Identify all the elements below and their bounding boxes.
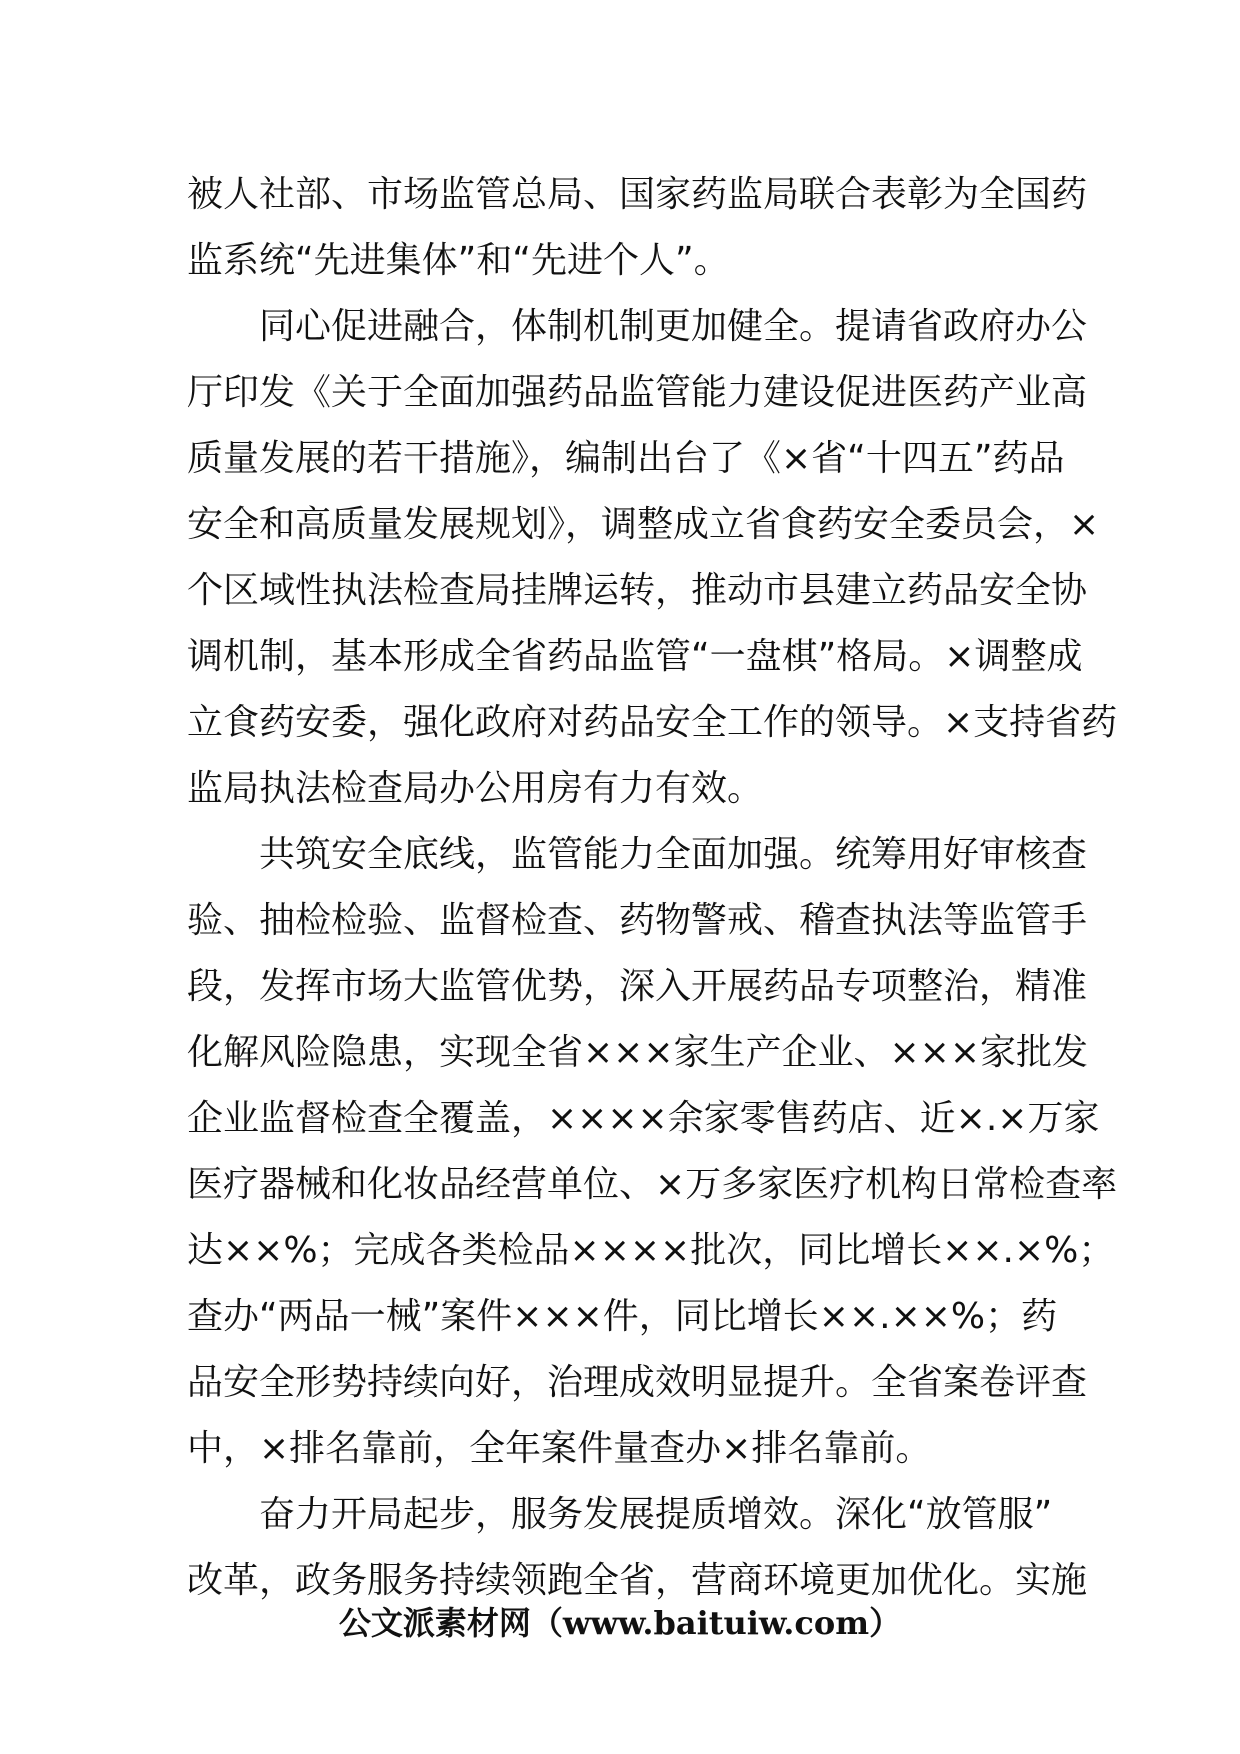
text-line: 质量发展的若干措施》，编制出台了《×省“十四五”药品 [187,438,1065,479]
text-line: 验、抽检检验、监督检查、药物警戒、稽查执法等监管手 [187,900,1088,941]
text-line: 同心促进融合，体制机制更加健全。提请省政府办公 [187,306,1088,347]
text-line: 调机制，基本形成全省药品监管“一盘棋”格局。×调整成 [187,636,1083,677]
text-line: 中，×排名靠前，全年案件量查办×排名靠前。 [187,1428,932,1469]
text-line: 被人社部、市场监管总局、国家药监局联合表彰为全国药 [187,174,1088,215]
text-line: 段，发挥市场大监管优势，深入开展药品专项整治，精准 [187,966,1088,1007]
text-line: 查办“两品一械”案件×××件，同比增长××.××%；药 [187,1296,1058,1337]
text-line: 共筑安全底线，监管能力全面加强。统筹用好审核查 [187,834,1088,875]
text-line: 立食药安委，强化政府对药品安全工作的领导。×支持省药 [187,702,1118,743]
text-line: 厅印发《关于全面加强药品监管能力建设促进医药产业高 [187,372,1088,413]
text-line: 企业监督检查全覆盖，××××余家零售药店、近×.×万家 [187,1098,1100,1139]
document-body [187,162,1118,1614]
text-line: 奋力开局起步，服务发展提质增效。深化“放管服” [187,1494,1053,1535]
text-line: 医疗器械和化妆品经营单位、×万多家医疗机构日常检查率 [187,1164,1118,1205]
text-line: 改革，政务服务持续领跑全省，营商环境更加优化。实施 [187,1560,1088,1601]
text-line: 个区域性执法检查局挂牌运转，推动市县建立药品安全协 [187,570,1088,611]
text-line: 监局执法检查局办公用房有力有效。 [187,768,764,809]
text-line: 化解风险隐患，实现全省×××家生产企业、×××家批发 [187,1032,1088,1073]
text-line: 品安全形势持续向好，治理成效明显提升。全省案卷评查 [187,1362,1088,1403]
text-line: 监系统“先进集体”和“先进个人”。 [187,240,730,281]
text-line: 达××%；完成各类检品××××批次，同比增长××.×%； [187,1230,1115,1271]
page-footer: 公文派素材网（www.baituiw.com） [338,1604,902,1642]
text-line: 安全和高质量发展规划》，调整成立省食药安全委员会，× [187,504,1100,545]
